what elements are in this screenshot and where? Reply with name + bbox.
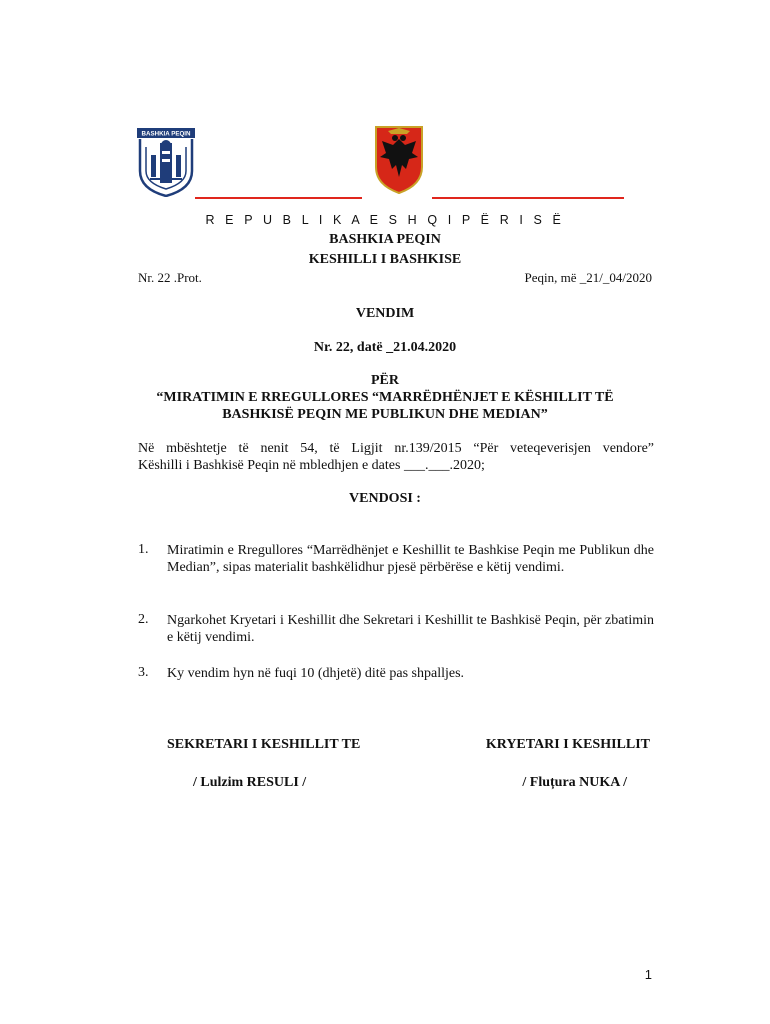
item-number: 3. xyxy=(138,665,149,680)
page-number: 1 xyxy=(644,967,652,982)
decides-heading: VENDOSI : xyxy=(349,491,421,506)
decision-subject-line1: “MIRATIMIN E RREGULLORES “MARRËDHËNJET E KËSHILLIT TË xyxy=(156,390,614,405)
municipality-name: BASHKIA PEQIN xyxy=(329,232,441,247)
preamble-line2: Këshilli i Bashkisë Peqin në mbledhjen e dates ___.___.2020; xyxy=(138,458,485,473)
item-text: Ngarkohet Kryetari i Keshillit dhe Sekretari i Keshillit te Bashkisë Peqin, për zbatimin e këtij vendimi. xyxy=(167,613,654,645)
chair-name: / Fluțura NUKA / xyxy=(522,775,627,790)
municipality-emblem-icon xyxy=(136,127,196,197)
item-text: Ky vendim hyn në fuqi 10 (dhjetë) ditë pas shpalljes. xyxy=(167,666,465,681)
decision-number: Nr. 22, datë _21.04.2020 xyxy=(313,340,457,355)
national-emblem xyxy=(374,125,424,195)
secretary-title: SEKRETARI I KESHILLIT TE xyxy=(167,737,361,752)
republic-line: R E P U B L I K A E S H Q I P Ë R I S Ë xyxy=(205,213,565,227)
item-text: Miratimin e Rregullores “Marrëdhënjet e Keshillit te Bashkise Peqin me Publikun dhe Median”, sipas materialit bashkëlidhur pjesë përbërëse e këtij vendimi. xyxy=(167,543,654,575)
decision-title: VENDIM xyxy=(355,306,415,321)
place-date: Peqin, më _21/_04/2020 xyxy=(524,270,652,285)
item-number: 2. xyxy=(138,612,149,627)
council-name: KESHILLI I BASHKISE xyxy=(308,252,462,267)
municipality-logo xyxy=(136,127,196,197)
decision-for: PËR xyxy=(371,373,399,388)
header-rule-left xyxy=(195,197,362,199)
decision-subject-line2: BASHKISË PEQIN ME PUBLIKUN DHE MEDIAN” xyxy=(222,407,548,422)
secretary-name: / Lulzim RESULI / xyxy=(193,775,307,790)
albanian-eagle-emblem-icon xyxy=(374,125,424,195)
municipality-logo-label: BASHKIA PEQIN xyxy=(141,130,191,138)
chair-title: KRYETARI I KESHILLIT xyxy=(485,737,650,752)
header-rule-right xyxy=(432,197,624,199)
protocol-number: Nr. 22 .Prot. xyxy=(138,270,202,285)
item-number: 1. xyxy=(138,542,149,557)
preamble-line1: Në mbështetje të nenit 54, të Ligjit nr.139/2015 “Për veteqeverisjen vendore” xyxy=(138,441,654,456)
